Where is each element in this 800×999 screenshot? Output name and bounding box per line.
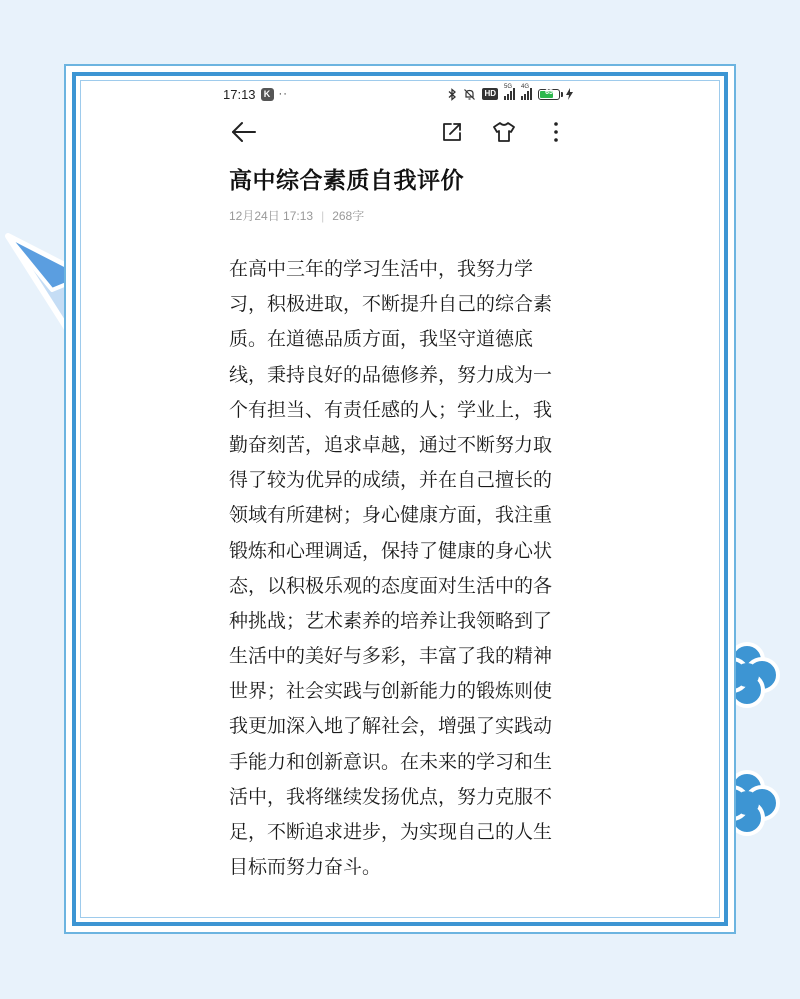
battery-percent: 65 <box>545 88 553 96</box>
note-line: 生活中的美好与多彩，丰富了我的精神 <box>229 645 553 668</box>
note-line: 活中，我将继续发扬优点，努力克服不 <box>229 785 553 808</box>
note-word-count: 268字 <box>332 209 365 223</box>
battery-icon <box>538 89 560 100</box>
note-line: 世界；社会实践与创新能力的锻炼则使 <box>229 680 553 703</box>
note-line: 个有担当、有责任感的人；学业上，我 <box>229 398 553 421</box>
note-toolbar <box>226 116 576 148</box>
meta-separator: | <box>321 208 325 223</box>
status-left <box>223 87 288 102</box>
theme-button[interactable] <box>488 116 520 148</box>
back-button[interactable] <box>228 116 260 148</box>
signal-4g-label: 4G <box>521 84 530 90</box>
note-meta <box>229 207 364 224</box>
signal-5g-label: 5G <box>504 84 513 90</box>
note-line: 领域有所建树；身心健康方面，我注重 <box>229 504 553 527</box>
signal-5g-icon <box>504 84 515 100</box>
note-body[interactable] <box>229 252 579 885</box>
hd-voice-badge: HD <box>484 89 496 98</box>
tshirt-icon <box>492 121 516 143</box>
note-line: 得了较为优异的成绩，并在自己擅长的 <box>229 469 553 492</box>
note-date: 12月24日 17:13 <box>229 209 314 223</box>
status-time: 17:13 <box>223 86 256 102</box>
status-right <box>448 84 573 101</box>
charging-icon <box>566 88 573 100</box>
note-line: 习，积极进取，不断提升自己的综合素 <box>229 293 553 316</box>
note-line: 足，不断追求进步，为实现自己的人生 <box>229 821 553 843</box>
note-line: 种挑战；艺术素养的培养让我领略到了 <box>229 609 553 632</box>
note-line: 手能力和创新意识。在未来的学习和生 <box>229 750 553 773</box>
note-line: 态，以积极乐观的态度面对生活中的各 <box>229 574 553 597</box>
note-line: 目标而努力奋斗。 <box>229 856 382 879</box>
note-line: 我更加深入地了解社会，增强了实践动 <box>229 715 553 738</box>
signal-4g-icon <box>521 84 532 100</box>
share-icon <box>441 121 463 143</box>
more-notifications-icon: ·· <box>278 88 288 100</box>
note-line: 勤奋刻苦，追求卓越，通过不断努力取 <box>229 433 553 456</box>
mute-bell-icon <box>463 88 476 101</box>
note-line: 在高中三年的学习生活中，我努力学 <box>229 258 534 280</box>
note-line: 线，秉持良好的品德修养，努力成为一 <box>229 363 553 386</box>
bluetooth-icon <box>448 88 457 101</box>
note-line: 质。在道德品质方面，我坚守道德底 <box>229 328 534 351</box>
share-button[interactable] <box>436 116 468 148</box>
app-notification-badge: K <box>261 88 274 101</box>
more-vertical-icon <box>553 121 559 143</box>
note-line: 锻炼和心理调适，保持了健康的身心状 <box>229 539 553 562</box>
more-options-button[interactable] <box>540 116 572 148</box>
note-title: 高中综合素质自我评价 <box>229 168 464 194</box>
status-bar <box>223 84 573 104</box>
arrow-left-icon <box>231 121 257 143</box>
